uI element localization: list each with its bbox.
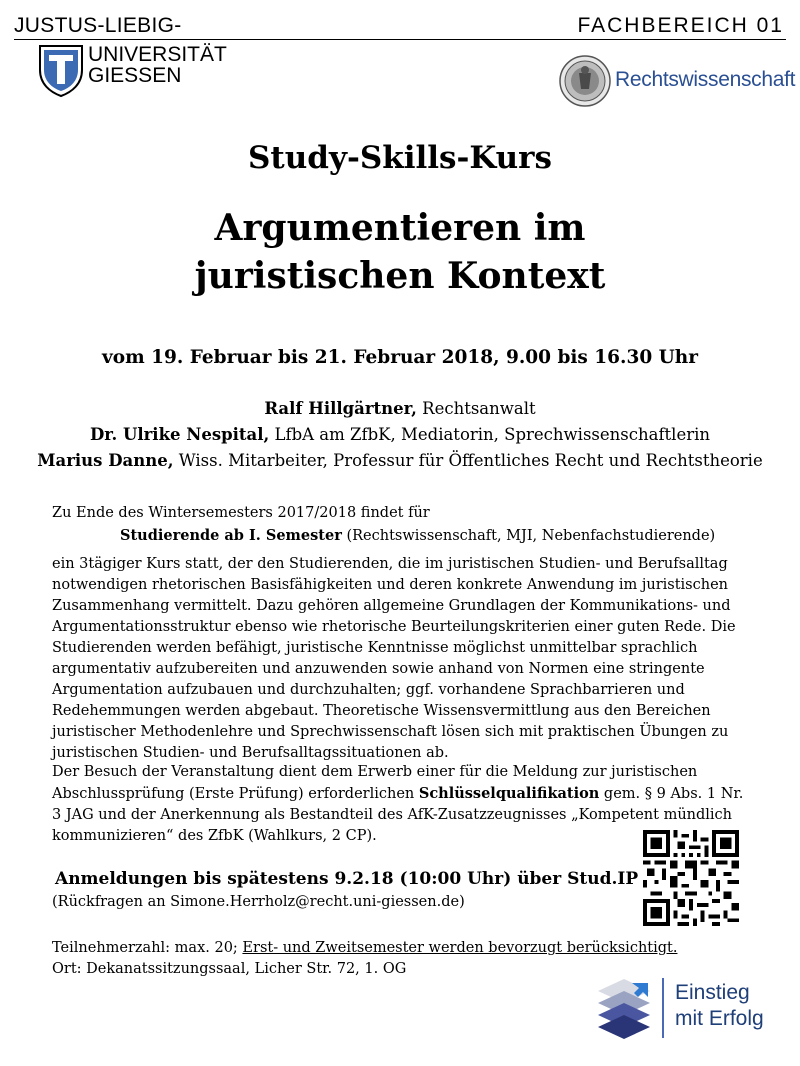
course-dates: vom 19. Februar bis 21. Februar 2018, 9.00 bis 16.30 Uhr bbox=[102, 347, 698, 368]
participants-label: Teilnehmerzahl: max. 20; bbox=[52, 940, 243, 956]
course-type-heading: Study-Skills-Kurs bbox=[248, 140, 552, 176]
participants-preference: Erst- und Zweitsemester werden bevorzugt berücksichtigt. bbox=[242, 940, 678, 956]
lecturer-1-name: Ralf Hillgärtner, bbox=[264, 399, 417, 418]
registration-deadline: Anmeldungen bis spätestens 9.2.18 (10:00 Uhr) über Stud.IP bbox=[55, 869, 639, 889]
university-name-block bbox=[88, 44, 227, 86]
location-info: Ort: Dekanatssitzungssaal, Licher Str. 72, 1. OG bbox=[52, 961, 407, 977]
course-title-line2: juristischen Kontext bbox=[194, 255, 606, 297]
lecturer-3-role: Wiss. Mitarbeiter, Professur für Öffentliches Recht und Rechtstheorie bbox=[173, 451, 763, 470]
lecturer-2-name: Dr. Ulrike Nespital, bbox=[89, 425, 270, 444]
lecturer-2-role: LfbA am ZfbK, Mediatorin, Sprechwissenschaftlerin bbox=[269, 425, 711, 444]
department-label: FACHBEREICH 01 bbox=[577, 14, 784, 37]
logo-line1: Einstieg bbox=[675, 981, 750, 1004]
target-audience-detail: (Rechtswissenschaft, MJI, Nebenfachstudierende) bbox=[341, 528, 716, 544]
university-name-line2: UNIVERSITÄT bbox=[88, 43, 227, 66]
participants-info bbox=[52, 940, 677, 956]
course-title bbox=[0, 204, 800, 300]
logo-divider bbox=[662, 978, 664, 1038]
header-rule bbox=[14, 39, 786, 40]
university-shield-logo-icon bbox=[38, 44, 84, 98]
course-description: ein 3tägiger Kurs statt, der den Studierenden, die im juristischen Studien- und Berufsalltag notwendigen rhetorischen Basisfähigkeiten und deren konkrete Anwendung im juristischen Zusammenhang vermittelt. Dazu gehören allgemeine Grundlagen der Kommunikations- und Argumentationsstruktur ebenso wie rhetorische Beurteilungskriterien einer guten Rede. Die Studierenden werden befähigt, juristische Kenntnisse möglichst unmittelbar sprachlich argumentativ aufzubereiten und anzuwenden sowie anhand von Normen eine stringente Argumentation aufzubauen und durchzuhalten; ggf. vorhandene Sprachbarrieren und Redehemmungen werden abgebaut. Theoretische Wissensvermittlung aus den Bereichen juristischer Methodenlehre und Sprechwissenschaft lösen sich mit praktischen Übungen zu juristischen Studien- und Berufsalltagssituationen ab. bbox=[52, 556, 736, 761]
lecturer-3 bbox=[0, 451, 800, 470]
lecturer-1 bbox=[0, 399, 800, 418]
lecturer-1-role: Rechtsanwalt bbox=[416, 399, 536, 418]
faculty-seal-icon bbox=[559, 55, 611, 107]
qualification-bold: Schlüsselqualifikation bbox=[418, 785, 600, 802]
qualification-text-a: Der Besuch der Veranstaltung dient dem Erwerb einer für die Meldung zur juristischen Abschlussprüfung (Erste Prüfung) erforderlichen bbox=[52, 764, 698, 802]
faculty-name: Rechtswissenschaft bbox=[615, 68, 796, 91]
qualification-text-b: gem. § 9 Abs. 1 Nr. 3 JAG und der Anerkennung als Bestandteil des AfK-Zusatzzeugnisses „Kompetent mündlich kommunizieren“ des ZfbK (Wahlkurs, 2 CP). bbox=[52, 786, 744, 844]
course-title-line1: Argumentieren im bbox=[214, 207, 586, 249]
einstieg-mit-erfolg-logo-icon bbox=[594, 977, 652, 1041]
einstieg-mit-erfolg-text bbox=[675, 980, 764, 1032]
target-audience-bold: Studierende ab I. Semester bbox=[120, 527, 342, 544]
intro-text: Zu Ende des Wintersemesters 2017/2018 findet für bbox=[52, 505, 430, 521]
university-name-line1: JUSTUS-LIEBIG- bbox=[14, 14, 182, 37]
lecturer-2 bbox=[0, 425, 800, 444]
qr-code-icon[interactable] bbox=[643, 830, 739, 926]
logo-line2: mit Erfolg bbox=[675, 1007, 764, 1030]
lecturer-3-name: Marius Danne, bbox=[37, 451, 174, 470]
contact-email[interactable]: (Rückfragen an Simone.Herrholz@recht.uni-giessen.de) bbox=[52, 894, 465, 910]
university-name-line3: GIESSEN bbox=[88, 64, 182, 87]
target-audience bbox=[120, 527, 715, 544]
